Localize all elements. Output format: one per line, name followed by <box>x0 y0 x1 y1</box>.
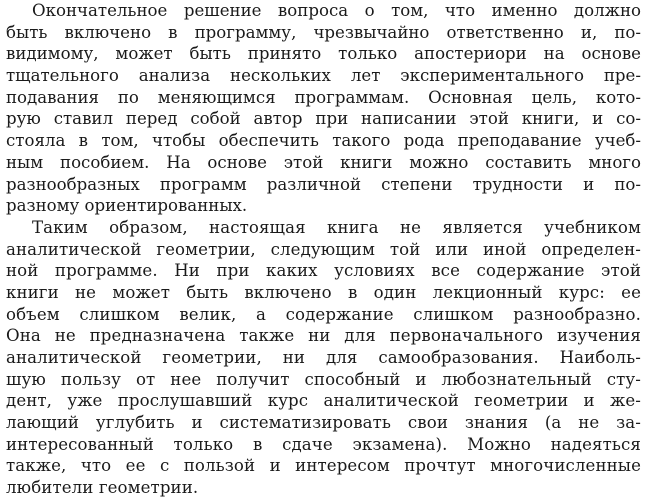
text-line: шую пользу от нее получит способный и любознательный сту- <box>6 369 641 389</box>
text-line: аналитической геометрии, следующим той или иной определен- <box>6 239 641 259</box>
text-line: книги не может быть включено в один лекционный курс: ее <box>6 282 641 302</box>
text-line: ной программе. Ни при каких условиях все содержание этой <box>6 261 641 281</box>
text-line: аналитической геометрии, ни для самообразования. Наиболь- <box>6 348 641 367</box>
text-line: Она не предназначена также ни для первоначального изучения <box>6 326 641 346</box>
text-line: разному ориентированных. <box>6 196 248 216</box>
text-line: разнообразных программ различной степени трудности и по- <box>6 174 641 194</box>
text-line: объем слишком велик, а содержание слишком разнообразно. <box>6 304 641 324</box>
text-line: рую ставил перед собой автор при написании этой книги, и со- <box>6 109 641 129</box>
text-line: видимому, может быть принято только апостериори на основе <box>6 44 641 64</box>
text-line: дент, уже прослушавший курс аналитической геометрии и же- <box>6 391 641 411</box>
paragraph-1 <box>6 0 641 217</box>
text-line: стояла в том, чтобы обеспечить такого рода преподавание учеб- <box>6 131 641 151</box>
text-line: любители геометрии. <box>6 478 199 498</box>
text-line: тщательного анализа нескольких лет экспериментального пре- <box>6 66 641 86</box>
text-line: также, что ее с пользой и интересом прочтут многочисленные <box>6 456 641 476</box>
text-line: Таким образом, настоящая книга не является учебником <box>32 217 641 237</box>
text-line: быть включено в программу, чрезвычайно ответственно и, по- <box>6 22 641 42</box>
text-line: лающий углубить и систематизировать свои знания (а не за- <box>6 413 641 433</box>
text-line: интересованный только в сдаче экзамена). Можно надеяться <box>6 434 641 454</box>
text-line: Окончательное решение вопроса о том, что именно должно <box>32 1 641 20</box>
text-line: ным пособием. На основе этой книги можно составить много <box>6 152 641 172</box>
text-line: подавания по меняющимся программам. Основная цель, кото- <box>6 87 641 107</box>
paragraph-2 <box>6 217 641 499</box>
